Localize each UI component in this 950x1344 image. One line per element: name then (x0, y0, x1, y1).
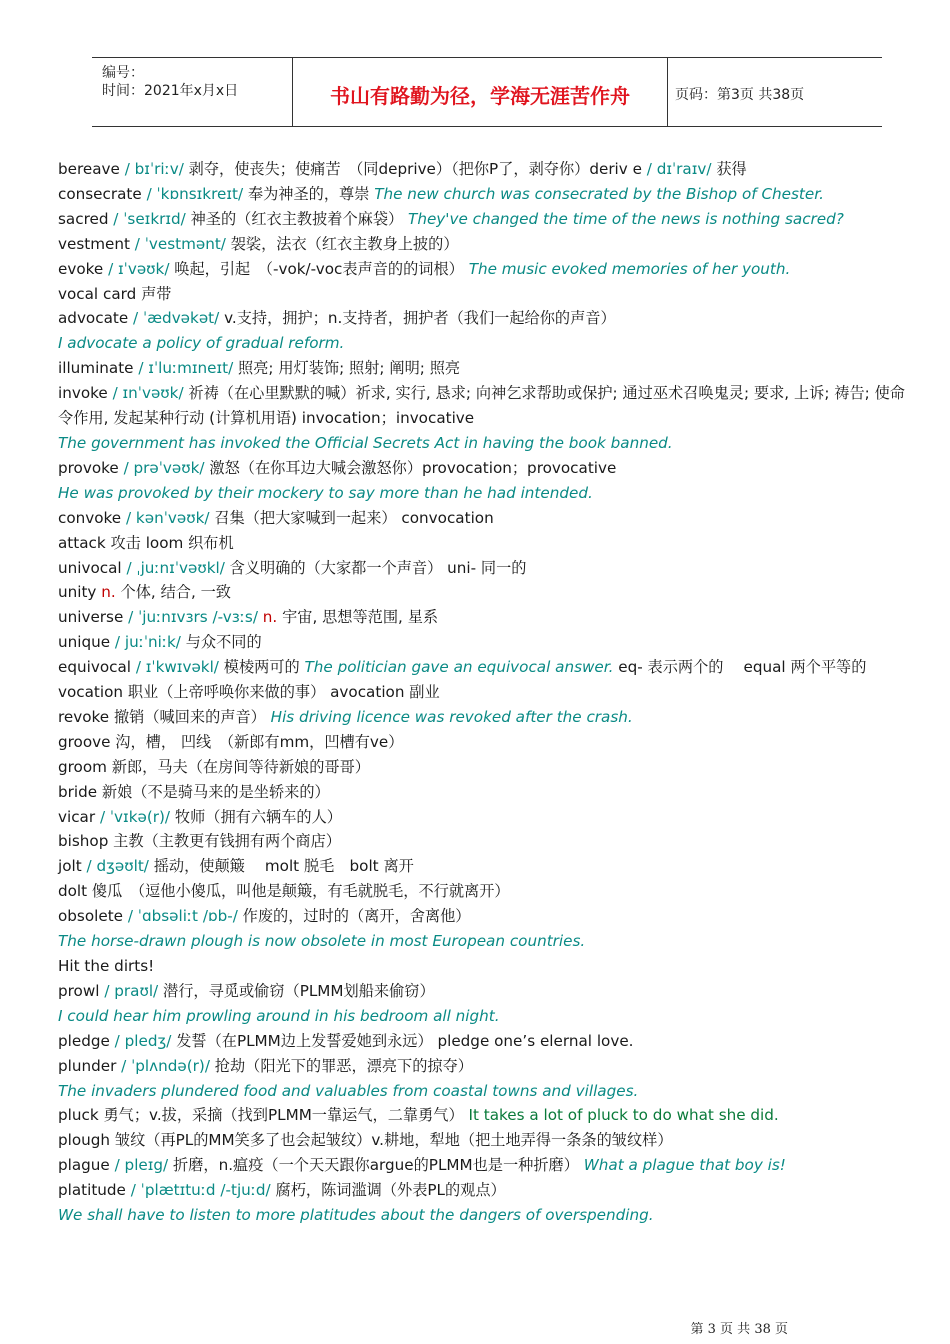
entry-example: I could hear him prowling around in his bedroom all night. (58, 1006, 500, 1025)
vocab-line (58, 257, 920, 282)
entry-phonetic: / ˈvɪkə(r)/ (99, 807, 171, 826)
vocab-line (58, 456, 920, 481)
entry-phonetic: / prəˈvəʊk/ (123, 458, 205, 477)
entry-word: convoke (58, 508, 122, 527)
entry-word: vocation 职业（上帝呼唤你来做的事） avocation 副业 (58, 683, 440, 702)
vocab-line (58, 755, 920, 780)
entry-word: attack 攻击 loom 织布机 (58, 533, 234, 552)
entry-definition: 照亮; 用灯装饰; 照射; 阐明; 照亮 (238, 359, 461, 378)
entry-definition: 激怒（在你耳边大喊会激怒你）provocation；provocative (209, 458, 617, 477)
vocab-line (58, 431, 920, 456)
entry-definition: 神圣的（红衣主教披着个麻袋） (190, 209, 404, 228)
vocab-line (58, 1103, 920, 1128)
entry-definition: 袈裟，法衣（红衣主教身上披的） (230, 234, 459, 253)
entry-definition: 剥夺，使丧失；使痛苦 （同deprive）（把你P了，剥夺你）deriv e (188, 160, 642, 178)
vocab-line (58, 605, 920, 630)
entry-phonetic: / ˈplʌndə(r)/ (121, 1056, 210, 1075)
entry-definition-2: eq- 表示两个的 equal 两个平等的 (618, 658, 867, 677)
entry-word: unique (58, 633, 111, 652)
vocab-line (58, 356, 920, 381)
vocab-line (58, 306, 920, 331)
entry-definition: 发誓（在PLMM边上发誓爱她到永远） pledge one’s elernal love. (176, 1031, 634, 1050)
entry-example: His driving licence was revoked after the crash. (270, 707, 633, 726)
vocab-line (58, 1029, 920, 1054)
vocab-line (58, 854, 920, 879)
vocab-line (58, 506, 920, 531)
vocab-line (58, 580, 920, 605)
vocab-line (58, 556, 920, 581)
vocab-line (58, 979, 920, 1004)
vocab-line (58, 879, 920, 904)
entry-example: They've changed the time of the news is nothing sacred? (408, 209, 844, 228)
page-header (92, 57, 882, 127)
entry-definition: 含义明确的（大家都一个声音） uni- 同一的 (229, 558, 527, 577)
entry-example: The new church was consecrated by the Bishop of Chester. (374, 184, 824, 203)
entry-definition-2: 获得 (716, 160, 747, 178)
entry-phonetic: / praʊl/ (104, 981, 159, 1000)
time-label: 时间：2021年x月x日 (102, 83, 239, 99)
entry-definition: 作废的，过时的（离开，舍离他） (242, 907, 471, 926)
entry-definition: 抢劫（阳光下的罪恶，漂亮下的掠夺） (214, 1056, 473, 1075)
page-footer: 第 3 页 共 38 页 (690, 1322, 788, 1337)
entry-phonetic: / ɪˈvəʊk/ (108, 259, 170, 278)
vocab-line (58, 1203, 920, 1228)
vocab-line (58, 680, 920, 705)
entry-example: The politician gave an equivocal answer. (304, 658, 614, 677)
entry-definition: 腐朽，陈词滥调（外表PL的观点） (275, 1181, 506, 1200)
vocab-line (58, 1153, 920, 1178)
entry-word: unity (58, 583, 97, 602)
entry-phonetic: / bɪˈriːv/ (124, 160, 184, 178)
entry-word: prowl (58, 981, 100, 1000)
vocab-line (58, 954, 920, 979)
entry-word: revoke 撤销（喊回来的声音） (58, 707, 266, 726)
entry-example: He was provoked by their mockery to say more than he had intended. (58, 483, 593, 502)
entry-definition: v.支持，拥护；n.支持者，拥护者（我们一起给你的声音） (224, 309, 616, 328)
entry-word: bereave (58, 160, 120, 178)
entry-word: obsolete (58, 907, 123, 926)
vocab-line (58, 1079, 920, 1104)
entry-phonetic: / dʒəʊlt/ (86, 857, 149, 876)
entry-definition: 皱纹（再PL的MM笑多了也会起皱纹）v.耕地，犁地（把土地弄得一条条的皱纹样） (114, 1131, 673, 1150)
entry-word: platitude (58, 1181, 126, 1200)
vocab-line (58, 207, 920, 232)
entry-phonetic: / ˌjuːnɪˈvəʊkl/ (126, 558, 225, 577)
vocab-line (58, 331, 920, 356)
entry-definition: 宇宙, 思想等范围, 星系 (282, 608, 439, 627)
entry-phonetic: / ˈseɪkrɪd/ (113, 209, 186, 228)
entry-definition: 摇动，使颠簸 molt 脱毛 bolt 离开 (153, 857, 414, 876)
vocab-line (58, 1054, 920, 1079)
entry-part-of-speech: n. (262, 608, 278, 627)
entry-example: The invaders plundered food and valuables from coastal towns and villages. (58, 1081, 639, 1100)
header-meta-cell (92, 58, 292, 126)
entry-phonetic: / pleɪg/ (114, 1156, 169, 1175)
entry-definition: 唤起，引起 （-vok/-voc表声音的的词根） (174, 259, 464, 278)
entry-example: The government has invoked the Official Secrets Act in having the book banned. (58, 433, 673, 452)
vocab-line (58, 1178, 920, 1203)
vocab-line (58, 232, 920, 257)
number-label: 编号： (102, 65, 144, 81)
entry-word: pluck (58, 1106, 99, 1125)
entry-word: pledge (58, 1031, 110, 1050)
entry-phonetic: / ˈædvəkət/ (133, 309, 220, 328)
entry-word: Hit the dirts! (58, 957, 155, 975)
page-label: 页码：第3页 共38页 (675, 87, 805, 103)
entry-phonetic: / ˈplætɪtuːd /-tjuːd/ (130, 1181, 271, 1200)
entry-definition: 个体, 结合, 一致 (120, 583, 231, 602)
vocab-line (58, 1128, 920, 1153)
vocab-line (58, 381, 920, 431)
vocab-line (58, 655, 920, 680)
entry-word: bishop 主教（主教更有钱拥有两个商店） (58, 832, 341, 851)
entry-word: plunder (58, 1056, 117, 1075)
vocab-line (58, 730, 920, 755)
entry-example: We shall have to listen to more platitudes about the dangers of overspending. (58, 1206, 654, 1225)
vocab-line (58, 1004, 920, 1029)
entry-word: sacred (58, 209, 109, 228)
entry-example: I advocate a policy of gradual reform. (58, 334, 345, 353)
vocab-line (58, 630, 920, 655)
vocab-line (58, 780, 920, 805)
entry-word: vocal card 声带 (58, 284, 172, 303)
entry-word: univocal (58, 558, 122, 577)
entry-phonetic: / ˈɑbsəliːt /ɒb-/ (127, 907, 238, 926)
entry-word: groove 沟，槽， 凹线 （新郎有mm，凹槽有ve） (58, 732, 404, 751)
vocab-line (58, 182, 920, 207)
entry-phonetic: / ˈjuːnɪvɜrs /-vɜːs/ (128, 608, 258, 627)
vocab-line (58, 929, 920, 954)
entry-word: illuminate (58, 359, 134, 378)
vocab-line (58, 531, 920, 556)
entry-word: advocate (58, 309, 129, 328)
entry-word: plague (58, 1156, 110, 1175)
entry-phonetic: / juːˈniːk/ (114, 633, 181, 652)
entry-word: universe (58, 608, 124, 627)
entry-example: The horse-drawn plough is now obsolete in most European countries. (58, 932, 586, 951)
vocab-line (58, 904, 920, 929)
entry-word: dolt 傻瓜 （逗他小傻瓜，叫他是颠簸，有毛就脱毛，不行就离开） (58, 882, 510, 901)
vocabulary-list (58, 157, 920, 1228)
entry-phonetic: / pledʒ/ (114, 1031, 172, 1050)
entry-word: invoke (58, 384, 108, 403)
entry-phonetic: / ˈkɒnsɪkreɪt/ (146, 184, 244, 203)
entry-word: bride 新娘（不是骑马来的是坐轿来的） (58, 782, 330, 801)
vocab-line (58, 157, 920, 182)
entry-example: What a plague that boy is! (583, 1156, 786, 1175)
entry-definition: 折磨，n.瘟疫（一个天天跟你argue的PLMM也是一种折磨） (173, 1156, 579, 1175)
header-motto-cell (292, 58, 668, 126)
entry-definition: 与众不同的 (185, 633, 262, 652)
entry-word: groom 新郎，马夫（在房间等待新娘的哥哥） (58, 757, 370, 776)
entry-word: vestment (58, 234, 130, 253)
entry-definition: 模棱两可的 (223, 658, 300, 677)
entry-phonetic: / ɪˈkwɪvəkl/ (135, 658, 219, 677)
entry-definition: 祈祷（在心里默默的喊）祈求, 实行, 恳求; 向神乞求帮助或保护; 通过巫术召唤鬼灵; 要求, 上诉; 祷告; 使命令作用, 发起某种行动 (计算机用语) invocation；invocative (58, 384, 905, 428)
entry-phonetic: / ɪnˈvəʊk/ (112, 384, 184, 403)
entry-example: The music evoked memories of her youth. (468, 259, 791, 278)
entry-word: consecrate (58, 184, 142, 203)
entry-word: provoke (58, 458, 119, 477)
vocab-line (58, 805, 920, 830)
entry-phonetic: / ˈvestmənt/ (134, 234, 226, 253)
entry-word: plough (58, 1131, 111, 1150)
entry-word: equivocal (58, 658, 131, 677)
entry-definition: 勇气；v.拔，采摘（找到PLMM一靠运气，二靠勇气） (103, 1106, 464, 1125)
vocab-line (58, 705, 920, 730)
vocab-line (58, 282, 920, 307)
entry-definition: 牧师（拥有六辆车的人） (174, 807, 342, 826)
entry-word: jolt (58, 857, 82, 876)
entry-definition: 奉为神圣的，尊崇 (247, 184, 370, 203)
entry-phonetic-2: / dɪˈraɪv/ (646, 160, 712, 178)
entry-definition: 潜行，寻觅或偷窃（PLMM划船来偷窃） (163, 981, 435, 1000)
entry-word: evoke (58, 259, 104, 278)
entry-part-of-speech: n. (101, 583, 116, 602)
entry-word: vicar (58, 807, 96, 826)
motto: 书山有路勤为径，学海无涯苦作舟 (330, 84, 630, 108)
entry-phonetic: / ɪˈluːmɪneɪt/ (138, 359, 234, 378)
entry-definition: 召集（把大家喊到一起来） convocation (214, 508, 494, 527)
header-page-cell (667, 58, 882, 126)
vocab-line (58, 481, 920, 506)
entry-example-2: It takes a lot of pluck to do what she did. (468, 1106, 779, 1125)
vocab-line (58, 829, 920, 854)
entry-phonetic: / kənˈvəʊk/ (125, 508, 210, 527)
